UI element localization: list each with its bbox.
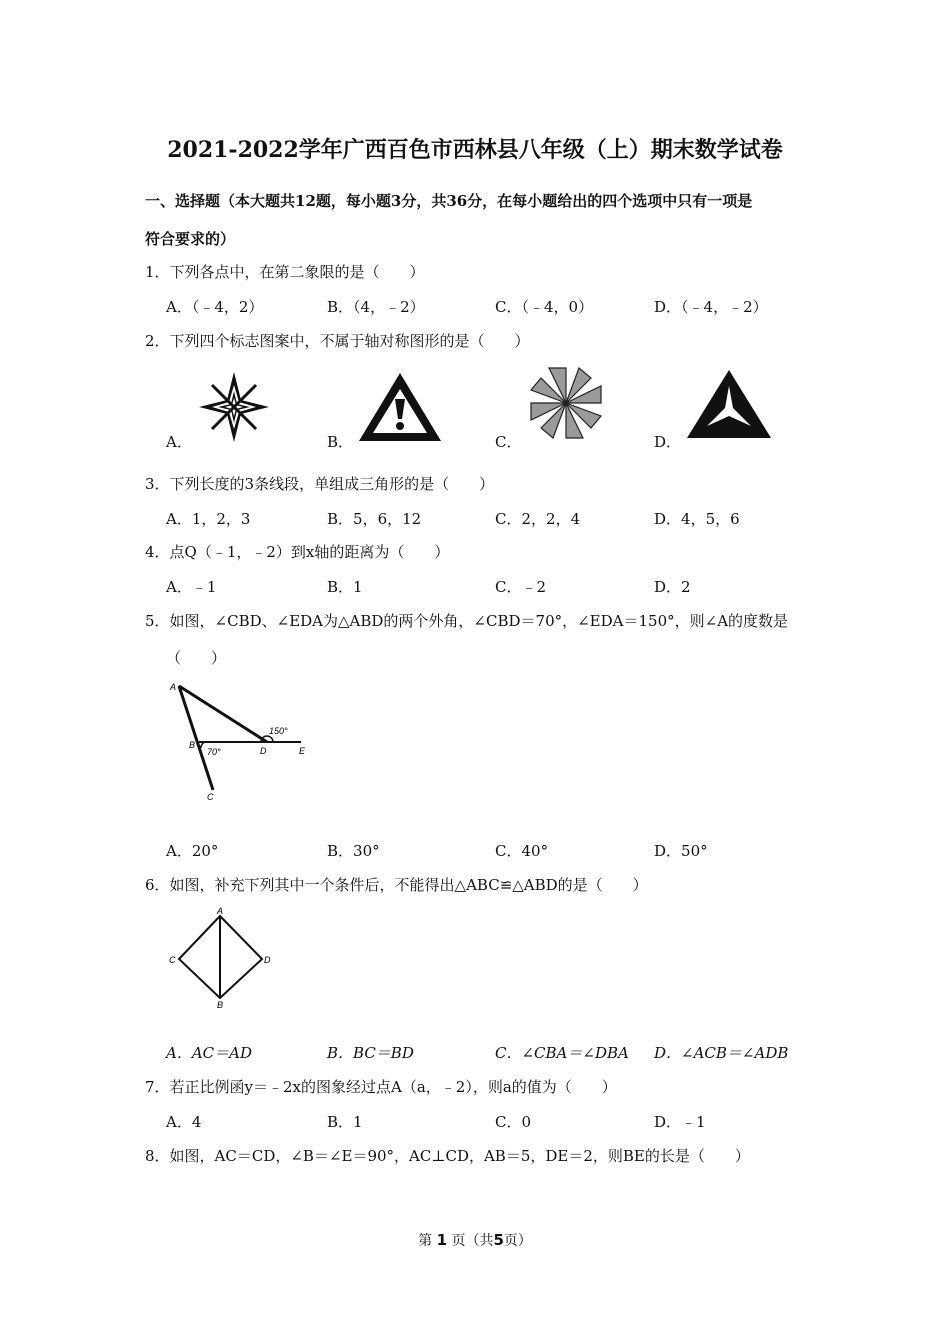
q6-option-d: D．∠ACB＝∠ADB [654,1044,789,1062]
q7-option-a: A．4 [166,1113,202,1131]
footer-mid: 页（共 [451,1233,494,1249]
footer-total-pages: 5 [493,1231,504,1249]
q3-option-b: B．5，6，12 [327,510,422,528]
q2-option-c: C． [495,433,522,451]
q5-angle-70: 70° [207,747,221,757]
q5-angle-150: 150° [269,726,288,736]
q6-option-b: B．BC＝BD [327,1044,414,1062]
q7-option-c: C．0 [495,1113,532,1131]
question-5-stem: 5．如图，∠CBD、∠EDA为△ABD的两个外角，∠CBD＝70°，∠EDA＝150°，则∠A的度数是 [145,612,789,630]
q6-label-a: A [217,906,224,916]
q5-triangle-figure [165,678,315,803]
q2-option-a: A． [166,433,192,451]
q3-option-c: C．2，2，4 [495,510,581,528]
q6-label-d: D [264,955,271,965]
footer-page-number: 1 [436,1231,447,1249]
q6-option-a: A．AC＝AD [166,1044,253,1062]
question-3-stem: 3．下列长度的3条线段，单组成三角形的是（ ） [145,475,495,493]
q4-option-a: A．﹣1 [166,578,217,596]
q5-label-c: C [207,792,214,802]
pinwheel-logo [525,366,607,440]
page-title: 2021-2022学年广西百色市西林县八年级（上）期末数学试卷 [167,137,783,163]
q1-option-b: B．（4，﹣2） [327,298,425,316]
q4-option-d: D．2 [654,578,691,596]
q4-option-c: C．﹣2 [495,578,547,596]
q6-label-b: B [217,1000,224,1010]
q5-label-e: E [299,746,306,756]
q6-kite-figure [165,904,275,1010]
q5-option-b: B．30° [327,842,380,860]
q7-option-b: B．1 [327,1113,363,1131]
q4-option-b: B．1 [327,578,363,596]
footer-post: 页） [503,1233,532,1249]
q3-option-d: D．4，5，6 [654,510,740,528]
section-heading-line1: 一、选择题（本大题共12题，每小题3分，共36分，在每小题给出的四个选项中只有一项是 [145,192,753,210]
q2-option-b: B． [327,433,354,451]
question-2-stem: 2．下列四个标志图案中，不属于轴对称图形的是（ ） [145,332,530,350]
q2-option-d: D． [654,433,682,451]
tri-star-triangle-logo [685,368,773,440]
q1-option-d: D．（﹣4，﹣2） [654,298,768,316]
q5-option-d: D．50° [654,842,708,860]
page-footer [0,1230,950,1250]
q7-option-d: D．﹣1 [654,1113,706,1131]
q1-option-a: A．（﹣4，2） [166,298,264,316]
question-8-stem: 8．如图，AC＝CD，∠B＝∠E＝90°，AC⊥CD，AB＝5，DE＝2，则BE的长是（ ） [145,1147,750,1165]
compass-star-logo [198,371,270,443]
question-1-stem: 1．下列各点中，在第二象限的是（ ） [145,263,425,281]
q1-option-c: C．（﹣4，0） [495,298,594,316]
q6-option-c: C．∠CBA＝∠DBA [495,1044,629,1062]
question-5-stem-bracket: （ ） [166,649,227,667]
q5-option-a: A．20° [166,842,219,860]
question-6-stem: 6．如图，补充下列其中一个条件后，不能得出△ABC≌△ABD的是（ ） [145,876,648,894]
question-7-stem: 7．若正比例函y＝﹣2x的图象经过点A（a，﹣2），则a的值为（ ） [145,1078,617,1096]
question-4-stem: 4．点Q（﹣1，﹣2）到x轴的距离为（ ） [145,543,450,561]
q5-label-d: D [260,746,267,756]
warning-triangle-logo [357,371,443,443]
q3-option-a: A．1，2，3 [166,510,251,528]
section-heading-line2: 符合要求的） [145,230,236,248]
footer-pre: 第 [418,1233,433,1249]
q6-label-c: C [169,955,176,965]
q5-option-c: C．40° [495,842,549,860]
q5-label-b: B [189,740,196,750]
q5-label-a: A [170,682,177,692]
